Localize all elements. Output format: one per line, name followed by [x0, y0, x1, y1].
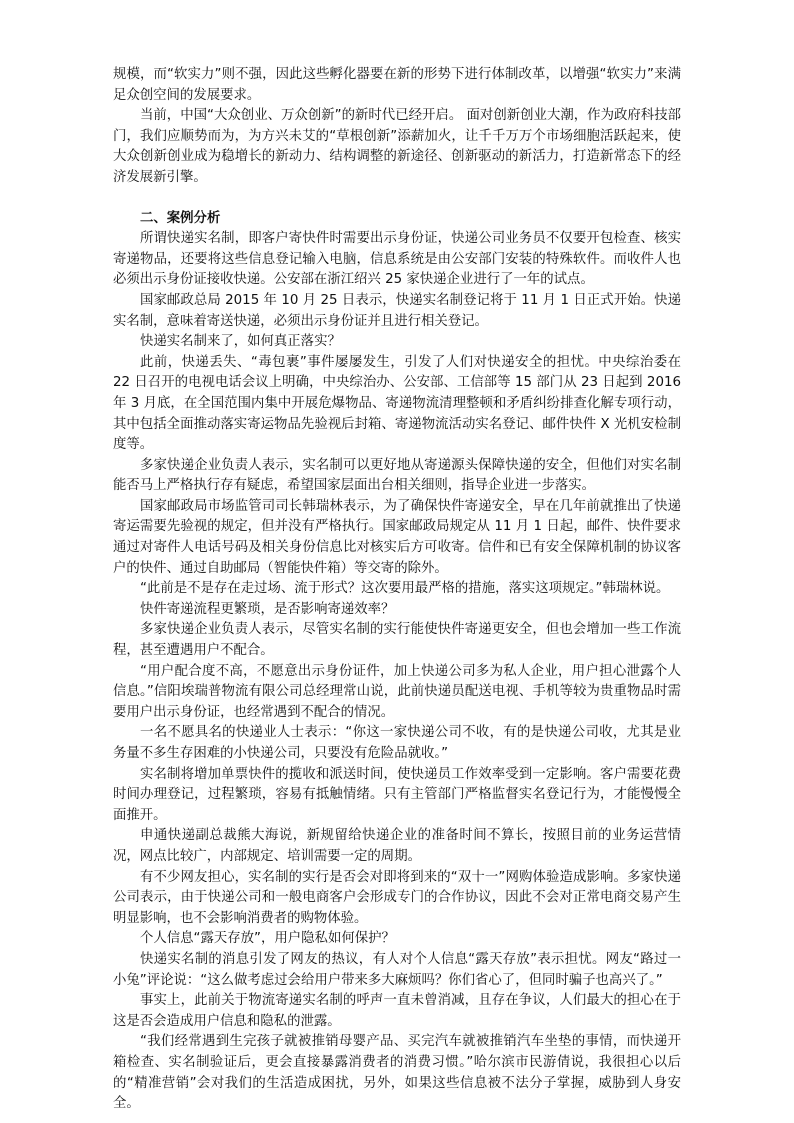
paragraph: 有不少网友担心，实名制的实行是否会对即将到来的“双十一”网购体验造成影响。多家快递公司表示，由于快递公司和一般电商客户会形成专门的合作协议，因此不会对正常电商交易产生明显影响，也不会影响消费者的购物体验。 [113, 869, 681, 926]
paragraph: 国家邮政总局 2015 年 10 月 25 日表示，快递实名制登记将于 11 月 1 日正式开始。快递实名制，意味着寄送快递，必须出示身份证并且进行相关登记。 [113, 292, 681, 329]
subheading-question: 快件寄递流程更繁琐，是否影响寄递效率？ [140, 601, 395, 617]
paragraph: 申通快递副总裁熊大海说，新规留给快递企业的准备时间不算长，按照目前的业务运营情况，网点比较广，内部规定、培训需要一定的周期。 [113, 828, 681, 864]
paragraph: 国家邮政局市场监管司司长韩瑞林表示，为了确保快件寄递安全，早在几年前就推出了快递寄运需要先验视的规定，但并没有严格执行。国家邮政局规定从 11 月 1 日起，邮件、快件要求通过对寄件人电话号码及相关身份信息比对核实后方可收寄。信件和已有安全保障机制的协议客户的快件、通过自助邮局（智能快件箱）等交寄的除外。 [113, 498, 681, 576]
subheading-question: 个人信息“露天存放”，用户隐私如何保护？ [140, 931, 395, 947]
paragraph: 事实上，此前关于物流寄递实名制的呼声一直未曾消减，且存在争议，人们最大的担心在于这是否会造成用户信息和隐私的泄露。 [113, 993, 681, 1029]
paragraph: 快递实名制的消息引发了网友的热议，有人对个人信息“露天存放”表示担忧。网友“路过一小兔”评论说：“这么做考虑过会给用户带来多大麻烦吗？你们省心了，但同时骗子也高兴了。” [113, 951, 681, 988]
section-spacer [113, 189, 681, 209]
document-page [113, 65, 681, 1115]
paragraph: 多家快递企业负责人表示，实名制可以更好地从寄递源头保障快递的安全，但他们对实名制能否马上严格执行存有疑虑，希望国家层面出台相关细则，指导企业进一步落实。 [113, 457, 681, 494]
section-heading: 二、案例分析 [140, 210, 221, 226]
paragraph: 当前，中国“大众创业、万众创新”的新时代已经开启。 面对创新创业大潮，作为政府科技部门，我们应顺势而为，为方兴未艾的“草根创新”添薪加火，让千千万万个市场细胞活跃起来，使大众创新创业成为稳增长的新动力、结构调整的新途径、创新驱动的新活力，打造新常态下的经济发展新引擎。 [113, 108, 681, 185]
quote-paragraph: “此前是不是存在走过场、流于形式？这次要用最严格的措施，落实这项规定。”韩瑞林说。 [140, 581, 670, 597]
quote-paragraph: “我们经常遇到生完孩子就被推销母婴产品、买完汽车就被推销汽车坐垫的事情，而快递开箱检查、实名制验证后，更会直接暴露消费者的消费习惯。”哈尔滨市民游倩说，我很担心以后的“精准营销”会对我们的生活造成困扰，另外，如果这些信息被不法分子掌握，威胁到人身安全。 [113, 1034, 681, 1112]
paragraph: 多家快递企业负责人表示，尽管实名制的实行能使快件寄递更安全，但也会增加一些工作流程，甚至遭遇用户不配合。 [113, 622, 681, 659]
quote-paragraph: “用户配合度不高，不愿意出示身份证件，加上快递公司多为私人企业，用户担心泄露个人信息。”信阳埃瑞普物流有限公司总经理常山说，此前快递员配送电视、手机等较为贵重物品时需要用户出示身份证，也经常遇到不配合的情况。 [113, 663, 681, 720]
quote-paragraph: 一名不愿具名的快递业人士表示：“你这一家快递公司不收，有的是快递公司收，尤其是业务量不多生存困难的小快递公司，只要没有危险品就收。” [113, 725, 681, 761]
paragraph: 此前，快递丢失、“毒包裹”事件屡屡发生，引发了人们对快递安全的担忧。中央综治委在 22 日召开的电视电话会议上明确，中央综治办、公安部、工信部等 15 部门从 23 日起到 2016 年 3 月底，在全国范围内集中开展危爆物品、寄递物流清理整顿和矛盾纠纷排查化解专项行动，其中包括全面推动落实寄运物品先验视后封箱、寄递物流活动实名登记、邮件快件 X 光机安检制度等。 [113, 354, 681, 453]
paragraph: 所谓快递实名制，即客户寄快件时需要出示身份证，快递公司业务员不仅要开包检查、核实寄递物品，还要将这些信息登记输入电脑，信息系统是由公安部门安装的特殊软件。而收件人也必须出示身份证接收快递。公安部在浙江绍兴 25 家快递企业进行了一年的试点。 [113, 231, 681, 288]
paragraph: 实名制将增加单票快件的揽收和派送时间，使快递员工作效率受到一定影响。客户需要花费时间办理登记，过程繁琐，容易有抵触情绪。只有主管部门严格监督实名登记行为，才能慢慢全面推开。 [113, 766, 681, 823]
paragraph: 规模，而“软实力”则不强，因此这些孵化器要在新的形势下进行体制改革，以增强“软实力”来满足众创空间的发展要求。 [113, 67, 681, 103]
subheading-question: 快递实名制来了，如何真正落实？ [140, 334, 341, 350]
